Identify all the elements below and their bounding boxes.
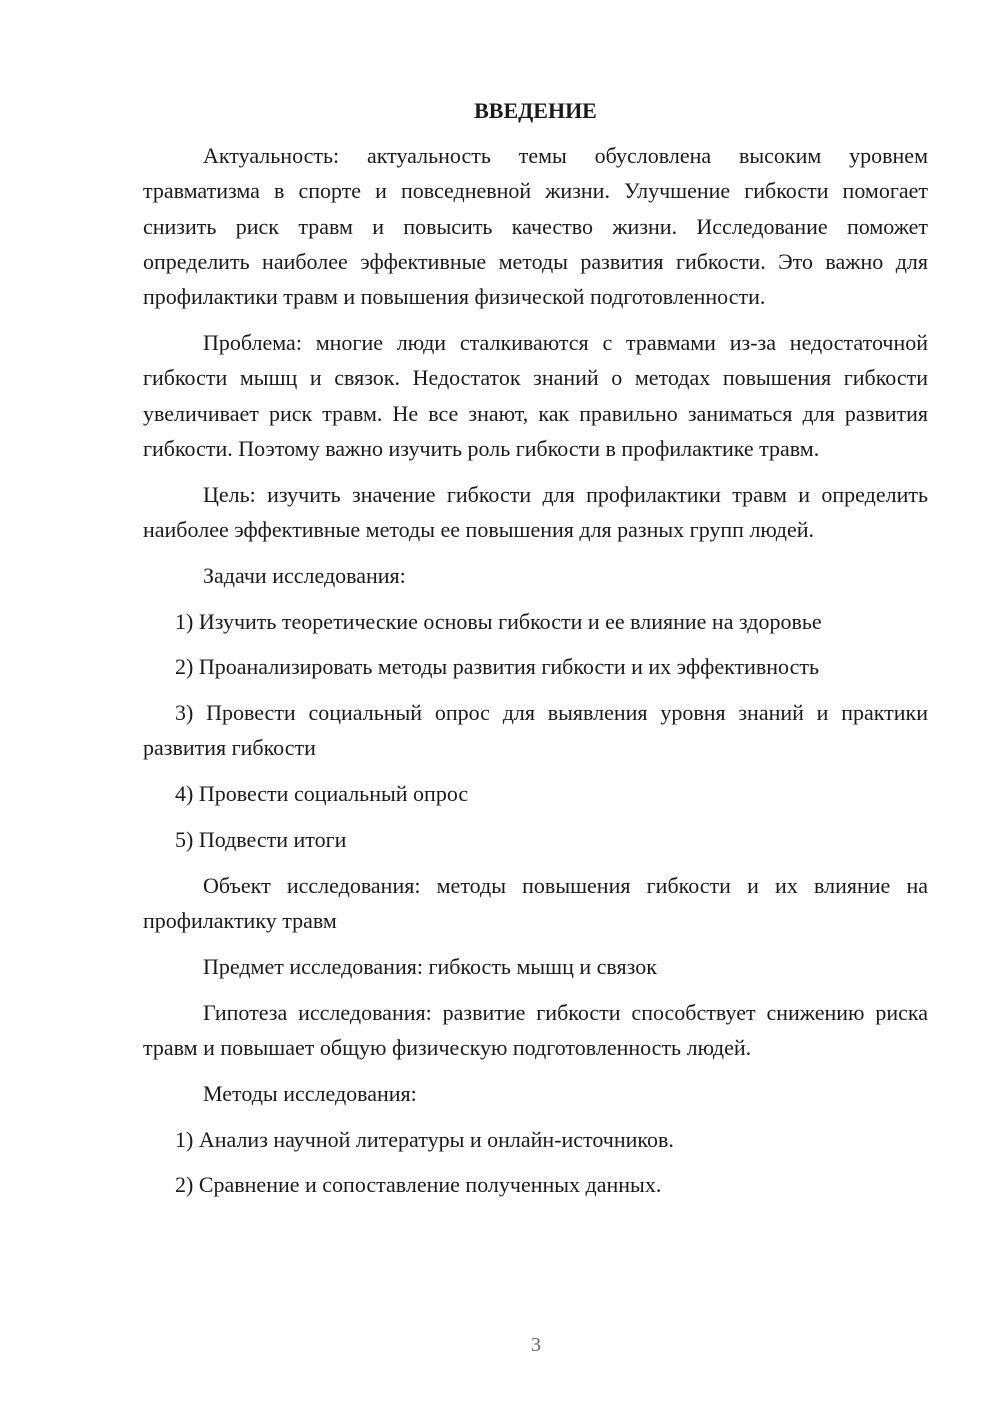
section-title: ВВЕДЕНИЕ [474,98,597,123]
methods-heading: Методы исследования: [203,1080,417,1106]
tasks-heading: Задачи исследования: [203,562,406,588]
paragraph-relevance: Актуальность: актуальность темы обусловлена высоким уровнем травматизма в спорте и повседневной жизни. Улучшение гибкости помогает снизить риск травм и повысить качество жизни. Исследование поможет определить наиболее эффективные методы развития гибкости. Это важно для профилактики травм и повышения физической подготовленности. [143,143,928,310]
document-page [143,96,928,1213]
task-item: 1) Изучить теоретические основы гибкости и ее влияние на здоровье [175,608,822,634]
paragraph-object: Объект исследования: методы повышения гибкости и их влияние на профилактику травм [143,872,928,934]
page-number: 3 [531,1334,541,1356]
method-item: 1) Анализ научной литературы и онлайн-источников. [175,1126,674,1152]
paragraph-goal: Цель: изучить значение гибкости для профилактики травм и определить наиболее эффективные методы ее повышения для разных групп людей. [143,481,928,542]
method-item: 2) Сравнение и сопоставление полученных данных. [175,1172,662,1198]
paragraph-hypothesis: Гипотеза исследования: развитие гибкости способствует снижению риска травм и повышает общую физическую подготовленность людей. [143,999,928,1061]
task-item: 2) Проанализировать методы развития гибкости и их эффективность [175,654,820,680]
paragraph-subject: Предмет исследования: гибкость мышц и связок [203,953,657,979]
task-item: 5) Подвести итоги [175,827,347,853]
task-item: 3) Провести социальный опрос для выявления уровня знаний и практики развития гибкости [143,700,928,761]
task-item: 4) Провести социальный опрос [175,781,469,807]
paragraph-problem: Проблема: многие люди сталкиваются с травмами из-за недостаточной гибкости мышц и связок. Недостаток знаний о методах повышения гибкости увеличивает риск травм. Не все знают, как правильно заниматься для развития гибкости. Поэтому важно изучить роль гибкости в профилактике травм. [143,329,928,461]
